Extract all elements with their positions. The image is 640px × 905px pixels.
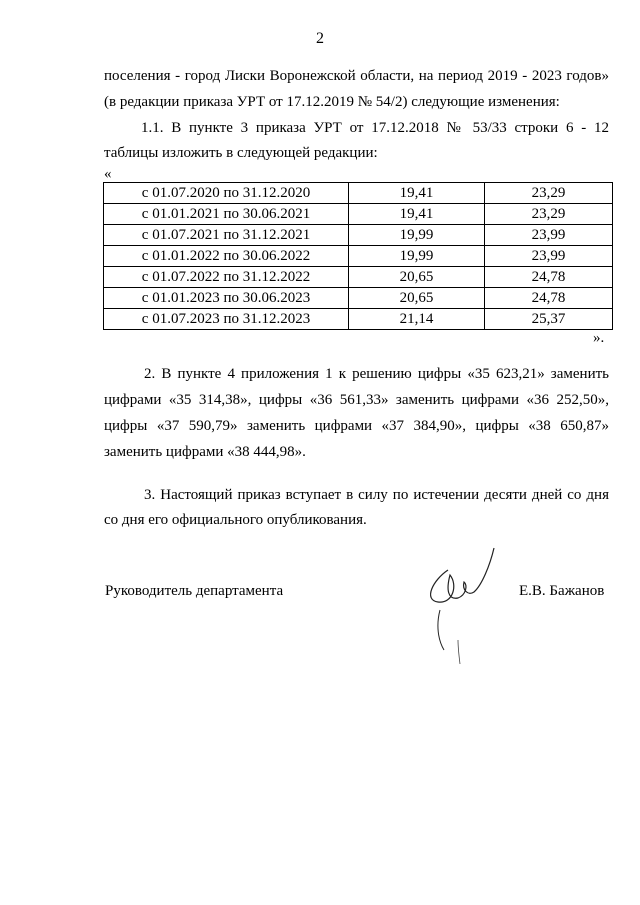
value1-cell: 19,41 (349, 204, 485, 225)
rates-table-wrapper (103, 182, 613, 330)
intro-line-2: (в редакции приказа УРТ от 17.12.2019 № 54/2) следующие изменения: (104, 94, 560, 110)
period-cell: с 01.01.2021 по 30.06.2021 (104, 204, 349, 225)
value1-cell: 19,41 (349, 183, 485, 204)
value1-cell: 19,99 (349, 246, 485, 267)
item-1-1-line-2: таблицы изложить в следующей редакции: (104, 145, 378, 161)
signatory-name: Е.В. Бажанов (519, 583, 605, 599)
table-row (104, 225, 613, 246)
period-cell: с 01.07.2021 по 31.12.2021 (104, 225, 349, 246)
table-row (104, 288, 613, 309)
intro-line-1: поселения - город Лиски Воронежской области, на период 2019 - 2023 годов» (104, 68, 609, 84)
value2-cell: 23,29 (485, 204, 613, 225)
table-row (104, 309, 613, 330)
close-quote: ». (593, 330, 605, 346)
value2-cell: 24,78 (485, 267, 613, 288)
open-quote: « (104, 166, 112, 182)
value1-cell: 20,65 (349, 267, 485, 288)
value2-cell: 23,99 (485, 225, 613, 246)
signature-graphic (418, 540, 508, 670)
item-3-line-2: со дня его официального опубликования. (104, 512, 367, 528)
page-number: 2 (316, 30, 324, 47)
period-cell: с 01.01.2023 по 30.06.2023 (104, 288, 349, 309)
period-cell: с 01.07.2023 по 31.12.2023 (104, 309, 349, 330)
period-cell: с 01.07.2020 по 31.12.2020 (104, 183, 349, 204)
table-row (104, 204, 613, 225)
value1-cell: 21,14 (349, 309, 485, 330)
value2-cell: 25,37 (485, 309, 613, 330)
handwritten-signature (418, 540, 508, 675)
period-cell: с 01.01.2022 по 30.06.2022 (104, 246, 349, 267)
rates-table (103, 182, 613, 330)
item-2-line-2: цифрами «35 314,38», цифры «36 561,33» заменить цифрами «36 252,50», (104, 392, 609, 408)
value2-cell: 23,99 (485, 246, 613, 267)
item-2-line-3: цифры «37 590,79» заменить цифрами «37 384,90», цифры «38 650,87» (104, 418, 609, 434)
item-2-line-4: заменить цифрами «38 444,98». (104, 444, 306, 460)
table-row (104, 183, 613, 204)
signatory-title: Руководитель департамента (105, 583, 284, 599)
item-3-line-1: 3. Настоящий приказ вступает в силу по истечении десяти дней со дня (144, 487, 609, 503)
table-row (104, 246, 613, 267)
value2-cell: 23,29 (485, 183, 613, 204)
value1-cell: 19,99 (349, 225, 485, 246)
value1-cell: 20,65 (349, 288, 485, 309)
period-cell: с 01.07.2022 по 31.12.2022 (104, 267, 349, 288)
table-row (104, 267, 613, 288)
item-1-1-line-1: 1.1. В пункте 3 приказа УРТ от 17.12.2018 № 53/33 строки 6 - 12 (141, 120, 609, 136)
value2-cell: 24,78 (485, 288, 613, 309)
item-2-line-1: 2. В пункте 4 приложения 1 к решению цифры «35 623,21» заменить (144, 366, 609, 382)
